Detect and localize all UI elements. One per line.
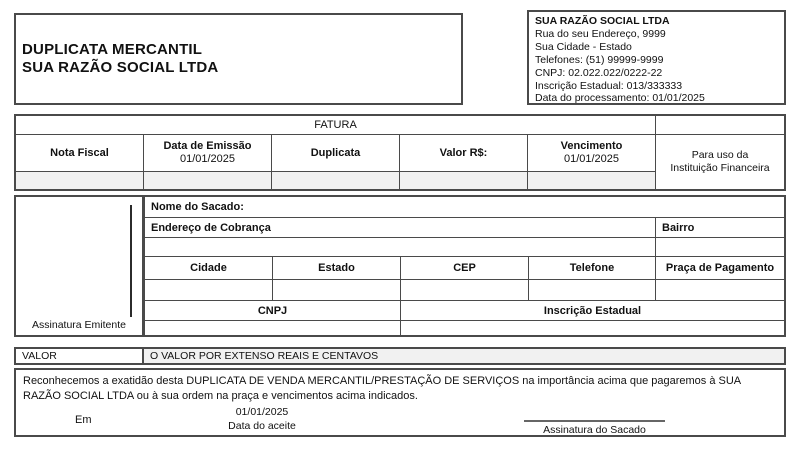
- cnpj-value-cell[interactable]: [145, 321, 401, 335]
- estado-label: Estado: [273, 257, 401, 280]
- company-address: Rua do seu Endereço, 9999: [535, 27, 666, 40]
- company-name: SUA RAZÃO SOCIAL LTDA: [535, 15, 670, 27]
- bank-use-cell: [656, 135, 784, 189]
- company-cnpj: CNPJ: 02.022.022/0222-22: [535, 66, 663, 79]
- bank-use-line1: Para uso da: [691, 149, 749, 161]
- sacado-signature-line[interactable]: [524, 420, 665, 422]
- nome-sacado-label[interactable]: Nome do Sacado:: [145, 197, 784, 218]
- cidade-value-cell[interactable]: [145, 280, 273, 301]
- company-state-registration: Inscrição Estadual: 013/333333: [535, 79, 683, 92]
- cidade-label: Cidade: [145, 257, 273, 280]
- bairro-value-cell[interactable]: [656, 238, 784, 257]
- telefone-label: Telefone: [529, 257, 656, 280]
- assinatura-sacado-label: Assinatura do Sacado: [543, 424, 646, 436]
- duplicata-value-cell[interactable]: [272, 172, 400, 189]
- company-city: Sua Cidade - Estado: [535, 40, 632, 53]
- em-label: Em: [75, 414, 92, 426]
- cep-value-cell[interactable]: [401, 280, 529, 301]
- vencimento-value-cell[interactable]: [528, 172, 656, 189]
- fatura-title: FATURA: [16, 116, 656, 135]
- nota-fiscal-header: Nota Fiscal: [16, 135, 144, 172]
- processing-date: Data do processamento: 01/01/2025: [535, 92, 705, 105]
- declaration-text: Reconhecemos a exatidão desta DUPLICATA DE VENDA MERCANTIL/PRESTAÇÃO DE SERVIÇOS na importância acima que pagaremos à SUA RAZÃO SOCIAL LTDA ou à sua ordem na praça e vencimentos acima indicados.: [23, 375, 741, 402]
- telefone-value-cell[interactable]: [529, 280, 656, 301]
- company-info-box: [527, 10, 786, 105]
- bairro-label: Bairro: [656, 218, 784, 238]
- praca-pagamento-label: Praça de Pagamento: [656, 257, 784, 280]
- document-title-box: [14, 13, 463, 105]
- document-title: DUPLICATA MERCANTIL: [22, 41, 203, 58]
- emitente-signature-line[interactable]: [130, 205, 132, 317]
- emitente-signature-box: [14, 195, 144, 337]
- endereco-cobranca-label: Endereço de Cobrança: [145, 218, 656, 238]
- estado-value-cell[interactable]: [273, 280, 401, 301]
- data-emissao-value-cell[interactable]: [144, 172, 272, 189]
- endereco-cobranca-value-cell[interactable]: [145, 238, 656, 257]
- valor-rs-header: Valor R$:: [400, 135, 528, 172]
- valor-extenso-field[interactable]: O VALOR POR EXTENSO REAIS E CENTAVOS: [144, 349, 784, 363]
- cnpj-label: CNPJ: [145, 301, 401, 321]
- valor-rs-value-cell[interactable]: [400, 172, 528, 189]
- sacado-table: [143, 195, 786, 337]
- issuer-title: SUA RAZÃO SOCIAL LTDA: [22, 59, 219, 76]
- praca-pagamento-value-cell[interactable]: [656, 280, 784, 301]
- data-emissao-value: 01/01/2025: [179, 153, 236, 165]
- data-emissao-header: [144, 135, 272, 172]
- data-emissao-label: Data de Emissão: [163, 140, 252, 152]
- fatura-table: [14, 114, 786, 191]
- inscricao-estadual-label: Inscrição Estadual: [401, 301, 784, 321]
- duplicata-header: Duplicata: [272, 135, 400, 172]
- assinatura-emitente-label: Assinatura Emitente: [32, 319, 126, 331]
- nota-fiscal-value-cell[interactable]: [16, 172, 144, 189]
- cep-label: CEP: [401, 257, 529, 280]
- valor-bar: [14, 347, 786, 365]
- vencimento-value: 01/01/2025: [563, 153, 620, 165]
- sacado-signature-block: [524, 420, 665, 436]
- valor-label: VALOR: [16, 349, 144, 363]
- aceite-date-label: Data do aceite: [228, 419, 296, 432]
- declaration-box: [14, 368, 786, 437]
- aceite-date-block: [172, 406, 352, 433]
- vencimento-label: Vencimento: [560, 140, 623, 152]
- company-phones: Telefones: (51) 99999-9999: [535, 53, 664, 66]
- aceite-date-value: 01/01/2025: [235, 406, 289, 418]
- vencimento-header: [528, 135, 656, 172]
- inscricao-estadual-value-cell[interactable]: [401, 321, 784, 335]
- fatura-top-right-empty-cell: [656, 116, 784, 135]
- bank-use-line2: Instituição Financeira: [670, 162, 770, 174]
